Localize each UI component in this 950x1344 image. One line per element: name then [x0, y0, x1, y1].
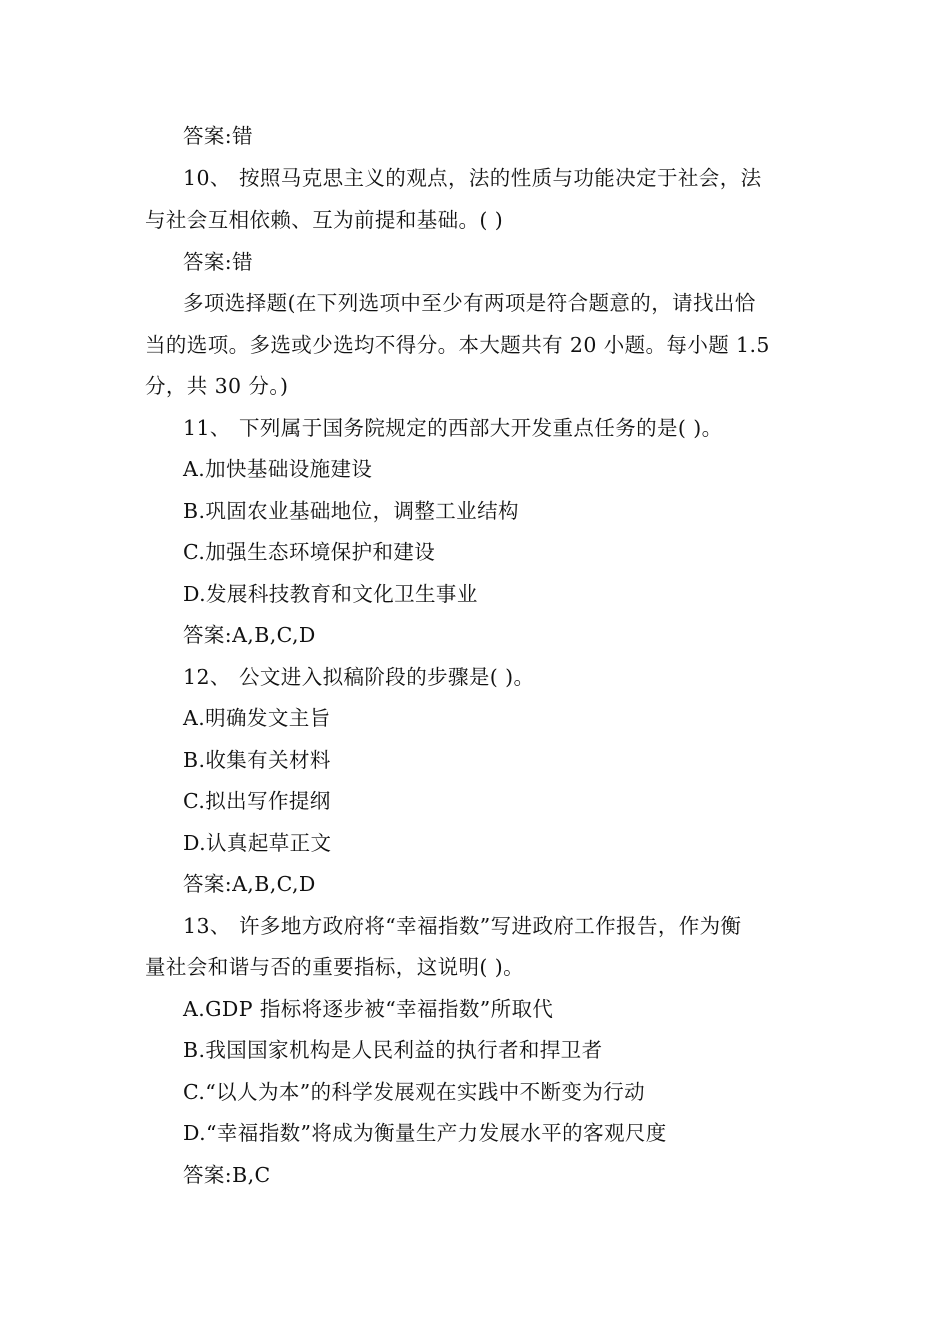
section-heading-line-3: 分，共 30 分。)	[145, 374, 289, 398]
option-b: B.我国国家机构是人民利益的执行者和捍卫者	[183, 1038, 603, 1062]
answer-line: 答案:A,B,C,D	[183, 872, 316, 896]
option-d: D.“幸福指数”将成为衡量生产力发展水平的客观尺度	[183, 1121, 667, 1145]
answer-line: 答案:B,C	[183, 1163, 271, 1187]
section-heading-line-2: 当的选项。多选或少选均不得分。本大题共有 20 小题。每小题 1.5	[145, 333, 770, 357]
question-13-line-2: 量社会和谐与否的重要指标，这说明( )。	[145, 955, 525, 979]
question-number: 10、	[183, 166, 231, 190]
option-b: B.收集有关材料	[183, 748, 331, 772]
option-d: D.发展科技教育和文化卫生事业	[183, 582, 478, 606]
question-number: 12、	[183, 665, 231, 689]
question-number: 13、	[183, 914, 231, 938]
question-text: 下列属于国务院规定的西部大开发重点任务的是( )。	[239, 416, 723, 440]
question-text: 公文进入拟稿阶段的步骤是( )。	[239, 665, 535, 689]
question-11-line-1	[183, 414, 843, 442]
question-13-line-1	[183, 912, 843, 940]
option-c: C.“以人为本”的科学发展观在实践中不断变为行动	[183, 1080, 646, 1104]
question-number: 11、	[183, 416, 231, 440]
option-c: C.加强生态环境保护和建设	[183, 540, 436, 564]
answer-line: 答案:A,B,C,D	[183, 623, 316, 647]
question-10-line-2: 与社会互相依赖、互为前提和基础。( )	[145, 208, 504, 232]
question-text: 按照马克思主义的观点，法的性质与功能决定于社会，法	[239, 166, 762, 190]
option-d: D.认真起草正文	[183, 831, 332, 855]
answer-line: 答案:错	[183, 250, 254, 274]
question-12-line-1	[183, 663, 843, 691]
option-c: C.拟出写作提纲	[183, 789, 331, 813]
option-b: B.巩固农业基础地位，调整工业结构	[183, 499, 519, 523]
question-text: 许多地方政府将“幸福指数”写进政府工作报告，作为衡	[239, 914, 742, 938]
option-a: A.GDP 指标将逐步被“幸福指数”所取代	[183, 997, 554, 1021]
section-heading-line-1: 多项选择题(在下列选项中至少有两项是符合题意的，请找出恰	[183, 291, 756, 315]
option-a: A.加快基础设施建设	[183, 457, 373, 481]
option-a: A.明确发文主旨	[183, 706, 331, 730]
answer-line: 答案:错	[183, 124, 254, 148]
question-10-line-1	[183, 164, 843, 192]
